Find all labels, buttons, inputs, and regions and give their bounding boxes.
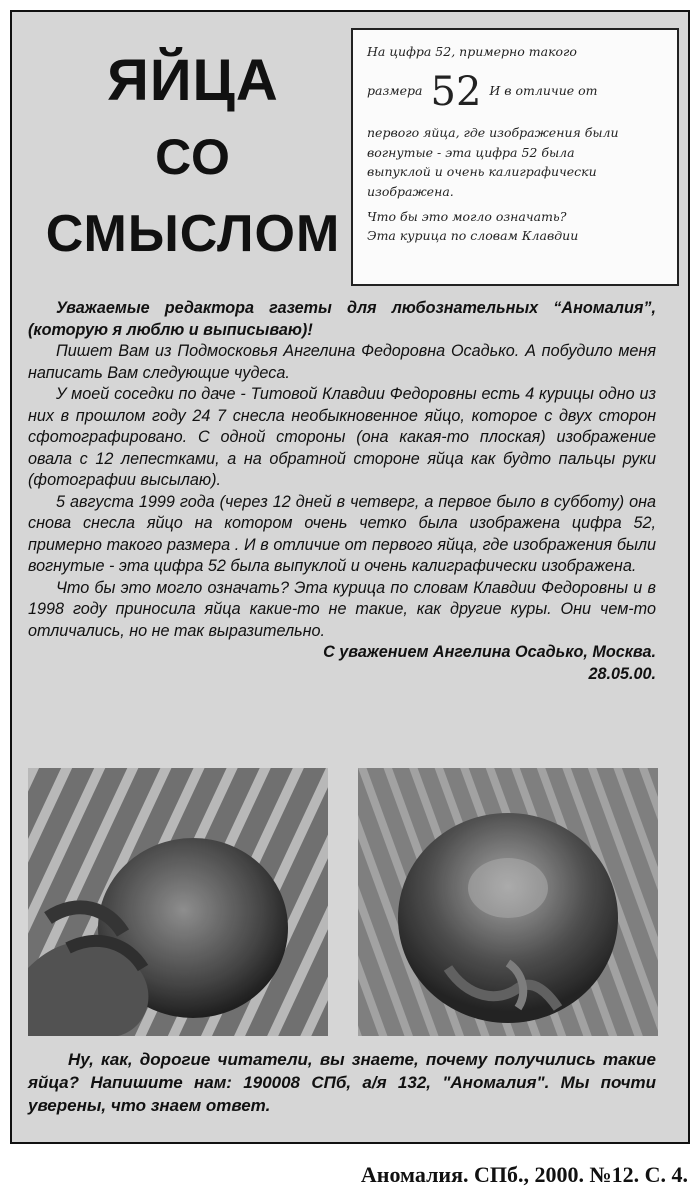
letter-date: 28.05.00. [588,664,656,683]
note-line-7: изображена. [367,183,454,199]
headline-line-1: ЯЙЦА [107,48,279,113]
headline [34,48,352,263]
note-line-8: Что бы это могло означать? [367,208,567,224]
note-line-3: И в отличие от [489,83,598,99]
note-line-4: первого яйца, где изображения были [367,125,619,141]
headline-line-3: СМЫСЛОМ [45,205,341,263]
note-line-5: вогнутые - эта цифра 52 была [367,144,575,160]
letter-paragraph-1: Пишет Вам из Подмосковья Ангелина Федоровна Осадько. А побудило меня написать Вам следующие чудеса. [28,342,656,382]
note-line-1: На цифра 52, примерно такого [367,44,577,59]
egg-photo-left [28,768,328,1036]
letter-signature: С уважением Ангелина Осадько, Москва. [323,643,656,661]
source-citation: Аномалия. СПб., 2000. №12. С. 4. [360,1162,688,1187]
letter-text [28,298,656,685]
note-big-52: 52 [430,69,482,116]
note-line-2: размера [367,83,423,99]
letter-paragraph-2: У моей соседки по даче - Титовой Клавдии Федоровны есть 4 курицы одно из них в прошлом году 24 7 снесла необыкновенное яйцо, которое с двух сторон сфотографировано. С одной стороны (она какая-то плоская) изображение овала с 12 лепестками, а на обратной стороне яйца как будто пальцы руки (фотографии высылаю). [28,385,656,489]
handwritten-note [351,28,679,286]
note-line-9: Эта курица по словам Клавдии [367,228,579,244]
headline-line-2: СО [155,129,231,185]
note-line-6: выпуклой и очень калиграфически [367,164,597,180]
letter-paragraph-3: 5 августа 1999 года (через 12 дней в четверг, а первое было в субботу) она снова снесла яйцо на котором очень четко была изображена цифра 52, примерно такого размера . И в отличие от первого яйца, где изображения были вогнутые - эта цифра 52 была выпуклой и очень калиграфически изображена. [28,492,656,575]
caption: Ну, как, дорогие читатели, вы знаете, почему получились такие яйца? Напишите нам: 190008 СПб, а/я 132, "Аномалия". Мы почти уверены, что знаем ответ. [28,1050,656,1115]
letter-paragraph-4: Что бы это могло означать? Эта курица по словам Клавдии Федоровны и в 1998 году приносила яйца какие-то не такие, как другие куры. Они чем-то отличались, но не так выразительно. [28,578,656,640]
egg-photo-right [358,768,658,1036]
letter-greeting: Уважаемые редактора газеты для любознательных “Аномалия”, (которую я люблю и выписываю)! [28,299,656,339]
